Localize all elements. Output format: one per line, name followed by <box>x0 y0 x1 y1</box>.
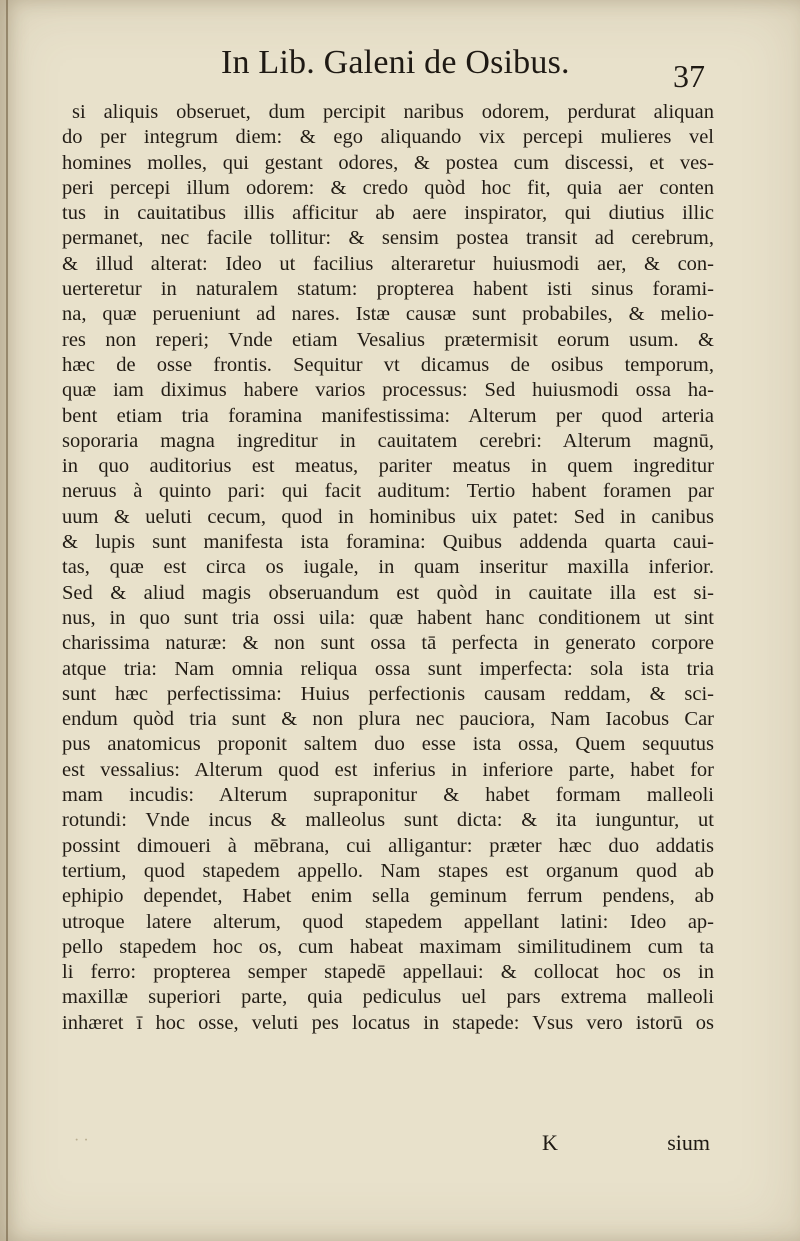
text-line: pello stapedem hoc os, cum habeat maximam similitudinem cum ta <box>62 935 714 958</box>
text-line: uum & ueluti cecum, quod in hominibus uix patet: Sed in canibus <box>62 505 714 528</box>
text-line: & illud alterat: Ideo ut facilius alteraretur huiusmodi aer, & con- <box>62 252 714 275</box>
text-line: rotundi: Vnde incus & malleolus sunt dicta: & ita iunguntur, ut <box>62 809 714 832</box>
catchword: sium <box>667 1130 710 1155</box>
text-line: sunt hæc perfectissima: Huius perfectionis causam reddam, & sci- <box>62 682 714 705</box>
text-line: mam incudis: Alterum supraponitur & habet formam malleoli <box>62 784 714 807</box>
text-line: soporaria magna ingreditur in cauitatem cerebri: Alterum magnū, <box>62 429 714 452</box>
text-line: utroque latere alterum, quod stapedem appellant latini: Ideo ap- <box>62 910 714 933</box>
text-line: permanet, nec facile tollitur: & sensim postea transit ad cerebrum, <box>62 227 714 250</box>
text-line: hæc de osse frontis. Sequitur vt dicamus de osibus temporum, <box>62 353 714 376</box>
text-line: homines molles, qui gestant odores, & postea cum discessi, et ves- <box>62 151 714 174</box>
text-line: tus in cauitatibus illis afficitur ab aere inspirator, qui diutius illic <box>62 202 714 225</box>
text-line: pus anatomicus proponit saltem duo esse ista ossa, Quem sequutus <box>62 733 714 756</box>
page-number: 37 <box>673 58 705 94</box>
text-line: tas, quæ est circa os iugale, in quam inseritur maxilla inferior. <box>62 556 714 579</box>
text-line: charissima naturæ: & non sunt ossa tā perfecta in generato corpore <box>62 632 714 655</box>
text-line: nus, in quo sunt tria ossi uila: quæ habent hanc conditionem ut sint <box>62 606 714 629</box>
running-title: In Lib. Galeni de Osibus. <box>221 44 570 81</box>
text-line: do per integrum diem: & ego aliquando vix percepi mulieres vel <box>62 126 714 149</box>
text-line: neruus à quinto pari: qui facit auditum: Tertio habent foramen par <box>62 480 714 503</box>
text-line: si aliquis obseruet, dum percipit naribus odorem, perdurat aliquan <box>72 101 714 123</box>
text-line: Sed & aliud magis obseruandum est quòd in cauitate illa est si- <box>62 581 714 604</box>
text-line: possint dimoueri à mēbrana, cui alligantur: præter hæc duo addatis <box>62 834 714 857</box>
text-line: ephipio dependet, Habet enim sella geminum ferrum pendens, ab <box>62 885 714 908</box>
text-line: in quo auditorius est meatus, pariter meatus in quem ingreditur <box>62 455 714 478</box>
page-footer <box>62 1130 714 1160</box>
text-line: atque tria: Nam omnia reliqua ossa sunt imperfecta: sola ista tria <box>62 657 714 680</box>
text-line: res non reperi; Vnde etiam Vesalius prætermisit eorum usum. & <box>62 328 714 351</box>
body-text <box>62 100 714 1036</box>
text-line: li ferro: propterea semper stapedē appellaui: & collocat hoc os in <box>62 961 714 984</box>
text-line: & lupis sunt manifesta ista foramina: Quibus addenda quarta caui- <box>62 531 714 554</box>
signature-mark: K <box>542 1130 558 1155</box>
text-line: quæ iam diximus habere varios processus: Sed huiusmodi ossa ha- <box>62 379 714 402</box>
text-line: peri percepi illum odorem: & credo quòd hoc fit, quia aer conten <box>62 176 714 199</box>
text-line: est vessalius: Alterum quod est inferius in inferiore parte, habet for <box>62 758 714 781</box>
text-line: tertium, quod stapedem appello. Nam stapes est organum quod ab <box>62 859 714 882</box>
running-head <box>215 44 705 94</box>
text-line: inhæret ī hoc osse, veluti pes locatus in stapede: Vsus vero istorū os <box>62 1011 714 1034</box>
text-line: bent etiam tria foramina manifestissima: Alterum per quod arteria <box>62 404 714 427</box>
text-line: na, quæ perueniunt ad nares. Istæ causæ sunt probabiles, & melio- <box>62 303 714 326</box>
binding-edge <box>6 0 8 1241</box>
text-line: uerteretur in naturalem statum: propterea habent isti sinus forami- <box>62 278 714 301</box>
text-line: maxillæ superiori parte, quia pediculus uel pars extrema malleoli <box>62 986 714 1009</box>
faint-mark: · · <box>74 1132 89 1149</box>
text-line: endum quòd tria sunt & non plura nec pauciora, Nam Iacobus Car <box>62 708 714 731</box>
